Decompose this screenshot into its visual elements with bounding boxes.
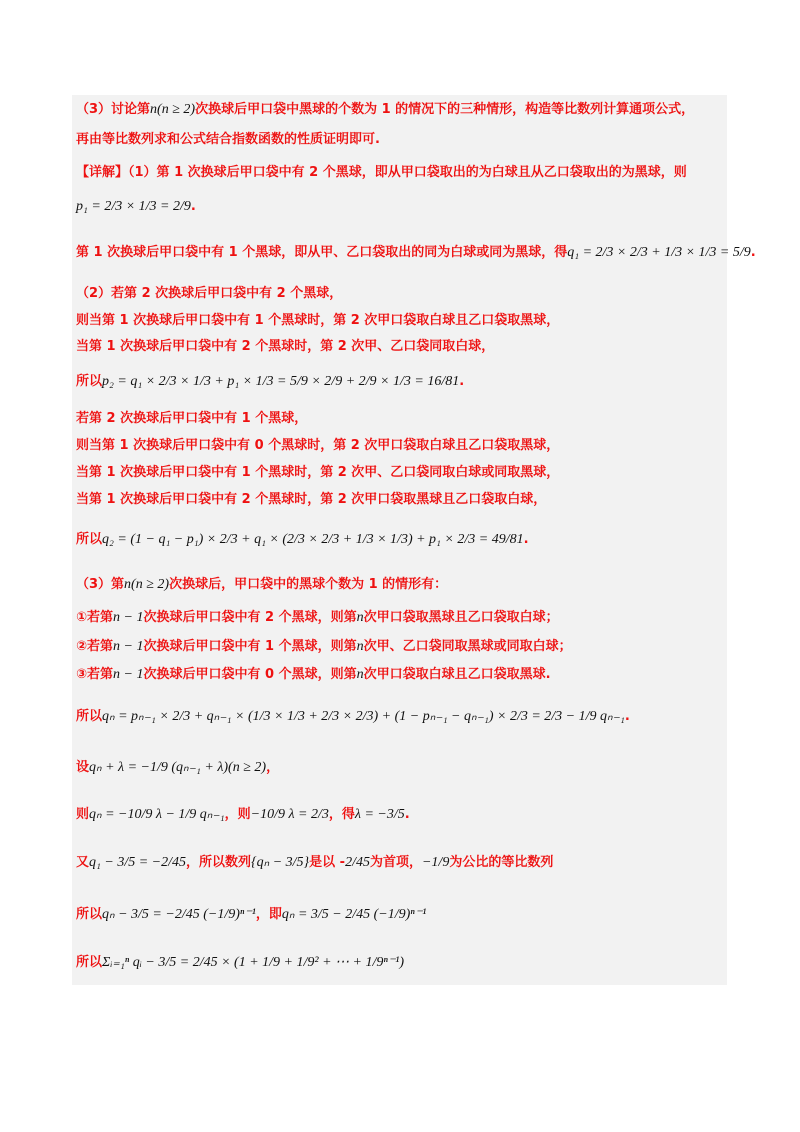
text-line-part2: （2）若第 2 次换球后甲口袋中有 2 个黑球，	[76, 286, 343, 301]
text-line-case-b: 当第 1 次换球后甲口袋中有 2 个黑球时，第 2 次甲、乙口袋同取白球，	[76, 339, 495, 354]
formula-geometric-sequence: 又q₁ − 3/5 = −2/45，所以数列{qₙ − 3/5}是以 -2/45为首项，−1/9为公比的等比数列	[76, 855, 554, 870]
formula-sum: 所以Σᵢ₌₁ⁿ qᵢ − 3/5 = 2/45 × (1 + 1/9 + 1/9² + ⋯ + 1/9ⁿ⁻¹)	[76, 955, 405, 970]
text-line-case-3: ③若第n − 1次换球后甲口袋中有 0 个黑球，则第n次甲口袋取白球且乙口袋取黑球.	[76, 667, 551, 682]
text-line-case-a: 则当第 1 次换球后甲口袋中有 1 个黑球时，第 2 次甲口袋取白球且乙口袋取黑球，	[76, 313, 560, 328]
formula-lambda-solve: 则qₙ = −10/9 λ − 1/9 qₙ₋₁，则−10/9 λ = 2/3，得λ = −3/5.	[76, 807, 410, 822]
formula-qn-closed: 所以qₙ − 3/5 = −2/45 (−1/9)ⁿ⁻¹，即qₙ = 3/5 − 2/45 (−1/9)ⁿ⁻¹	[76, 907, 427, 922]
text-line-part3: （3）第n(n ≥ 2)次换球后，甲口袋中的黑球个数为 1 的情形有：	[76, 577, 448, 592]
text-line-q2-case-b: 当第 1 次换球后甲口袋中有 1 个黑球时，第 2 次甲、乙口袋同取白球或同取黑球，	[76, 465, 560, 480]
text-line-part3-hint: （3）讨论第n(n ≥ 2)次换球后甲口袋中黑球的个数为 1 的情况下的三种情形，构造等比数列计算通项公式，	[76, 102, 695, 117]
text-line-hint-cont: 再由等比数列求和公式结合指数函数的性质证明即可.	[76, 132, 380, 147]
formula-lambda-setup: 设qₙ + λ = −1/9 (qₙ₋₁ + λ)(n ≥ 2)，	[76, 760, 280, 775]
formula-q1: 第 1 次换球后甲口袋中有 1 个黑球，即从甲、乙口袋取出的同为白球或同为黑球，得q₁ = 2/3 × 2/3 + 1/3 × 1/3 = 5/9.	[76, 245, 756, 260]
formula-q2: 所以q₂ = (1 − q₁ − p₁) × 2/3 + q₁ × (2/3 × 2/3 + 1/3 × 1/3) + p₁ × 2/3 = 49/81.	[76, 532, 529, 547]
text-line-case-2: ②若第n − 1次换球后甲口袋中有 1 个黑球，则第n次甲、乙口袋同取黑球或同取白球；	[76, 639, 572, 654]
formula-qn: 所以qₙ = pₙ₋₁ × 2/3 + qₙ₋₁ × (1/3 × 1/3 + 2/3 × 2/3) + (1 − pₙ₋₁ − qₙ₋₁) × 2/3 = 2/3 − 1/9 qₙ₋₁.	[76, 709, 630, 724]
text-line-case-1: ①若第n − 1次换球后甲口袋中有 2 个黑球，则第n次甲口袋取黑球且乙口袋取白球；	[76, 610, 559, 625]
text-line-q2-case-a: 则当第 1 次换球后甲口袋中有 0 个黑球时，第 2 次甲口袋取白球且乙口袋取黑球，	[76, 438, 560, 453]
text-line-q2-case-c: 当第 1 次换球后甲口袋中有 2 个黑球时，第 2 次甲口袋取黑球且乙口袋取白球，	[76, 492, 547, 507]
formula-p1: p₁ = 2/3 × 1/3 = 2/9.	[76, 199, 196, 214]
text-line-detail-part1: 【详解】（1）第 1 次换球后甲口袋中有 2 个黑球，即从甲口袋取出的为白球且从乙口袋取出的为黑球，则	[76, 165, 687, 180]
formula-p2: 所以p₂ = q₁ × 2/3 × 1/3 + p₁ × 1/3 = 5/9 × 2/9 + 2/9 × 1/3 = 16/81.	[76, 374, 465, 389]
text-line-q2-intro: 若第 2 次换球后甲口袋中有 1 个黑球，	[76, 411, 308, 426]
